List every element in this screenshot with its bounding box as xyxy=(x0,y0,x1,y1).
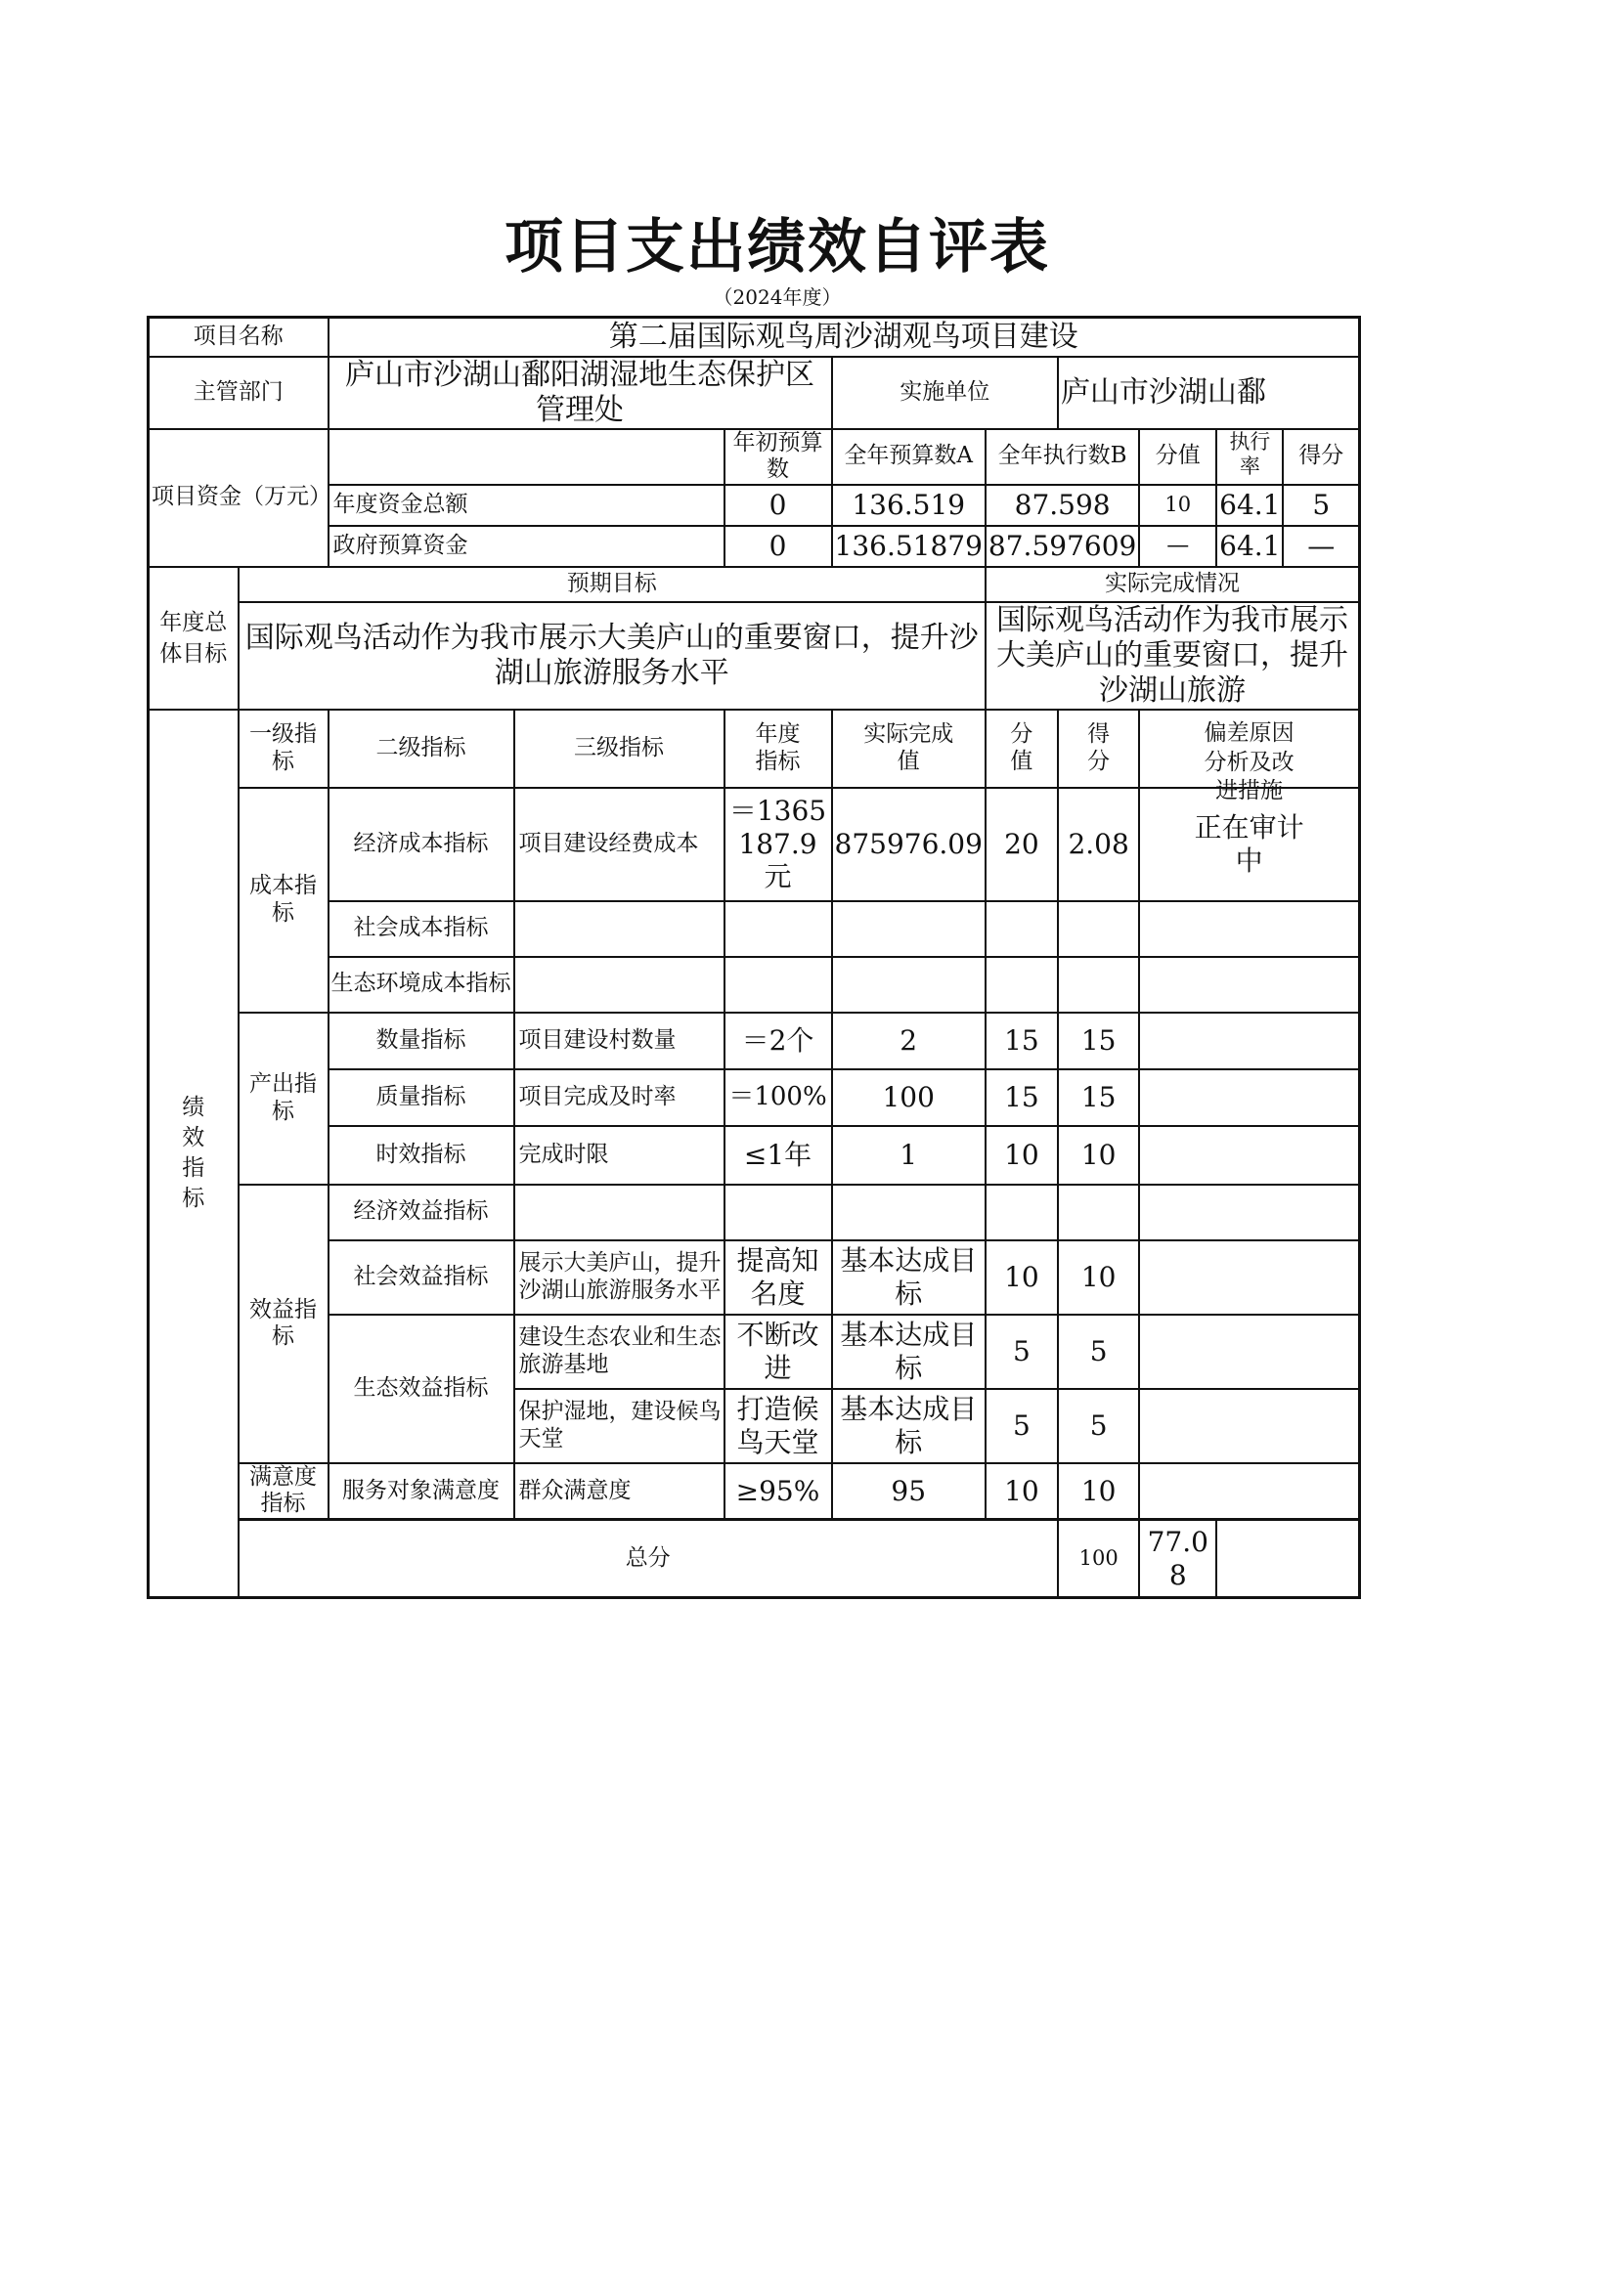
header-level3: 三级指标 xyxy=(514,710,724,788)
header-actual xyxy=(832,710,986,788)
row-score-value: 20 xyxy=(986,788,1058,901)
header-score xyxy=(1058,710,1139,788)
funds-row-annual-budget: 136.519 xyxy=(832,485,986,526)
funds-header-rate xyxy=(1216,429,1283,485)
row-target: ＝2个 xyxy=(724,1013,832,1069)
header-level2: 二级指标 xyxy=(329,710,514,788)
row-level2: 生态环境成本指标 xyxy=(329,957,514,1013)
row-level3 xyxy=(514,1185,724,1240)
row-actual: 2 xyxy=(832,1013,986,1069)
group-cost: 成本指标 xyxy=(239,788,329,1013)
row-score-value xyxy=(986,1185,1058,1240)
row-level3: 项目建设村数量 xyxy=(514,1013,724,1069)
row-reason xyxy=(1139,957,1359,1013)
row-score xyxy=(1058,957,1139,1013)
funds-row-executed: 87.598 xyxy=(986,485,1139,526)
row-target xyxy=(724,1185,832,1240)
page-title: 项目支出绩效自评表 xyxy=(505,213,1050,282)
row-level3: 完成时限 xyxy=(514,1126,724,1185)
funds-label: 项目资金（万元） xyxy=(149,429,329,567)
header-score-text: 得分 xyxy=(1087,721,1111,774)
row-target: 打造候鸟天堂 xyxy=(724,1389,832,1463)
indicators-section-label xyxy=(149,710,239,1598)
row-score-value: 10 xyxy=(986,1240,1058,1315)
funds-row-executed: 87.597609 xyxy=(986,526,1139,567)
row-actual xyxy=(832,901,986,957)
funds-row-score: — xyxy=(1283,526,1359,567)
goals-actual-text: 国际观鸟活动作为我市展示大美庐山的重要窗口，提升沙湖山旅游 xyxy=(986,602,1360,710)
row-level3: 展示大美庐山，提升沙湖山旅游服务水平 xyxy=(514,1240,724,1315)
header-target xyxy=(724,710,832,788)
unit-value: 庐山市沙湖山鄱 xyxy=(1058,357,1360,429)
row-level3 xyxy=(514,901,724,957)
row-score-value: 15 xyxy=(986,1013,1058,1069)
row-reason xyxy=(1139,901,1359,957)
row-level3: 建设生态农业和生态旅游基地 xyxy=(514,1315,724,1389)
funds-header-initial: 年初预算数 xyxy=(724,429,832,485)
row-level3: 保护湿地，建设候鸟天堂 xyxy=(514,1389,724,1463)
row-score-value: 5 xyxy=(986,1389,1058,1463)
funds-header-score: 得分 xyxy=(1283,429,1359,485)
header-score-value xyxy=(986,710,1058,788)
row-score: 15 xyxy=(1058,1013,1139,1069)
row-target xyxy=(724,957,832,1013)
indicators-section-label-text: 绩效指标 xyxy=(182,1094,205,1211)
total-score-text: 77.08 xyxy=(1147,1526,1208,1591)
header-target-text: 年度指标 xyxy=(755,721,801,774)
row-level3: 项目完成及时率 xyxy=(514,1069,724,1126)
header-actual-text: 实际完成值 xyxy=(863,721,954,774)
project-name-label: 项目名称 xyxy=(149,318,329,357)
row-level3: 项目建设经费成本 xyxy=(514,788,724,901)
goals-expected-label: 预期目标 xyxy=(239,567,986,602)
total-score-value: 100 xyxy=(1058,1520,1139,1598)
total-label: 总分 xyxy=(239,1520,1058,1598)
dept-label: 主管部门 xyxy=(149,357,329,429)
unit-label: 实施单位 xyxy=(832,357,1058,429)
row-reason xyxy=(1139,1463,1359,1520)
row-level2: 经济成本指标 xyxy=(329,788,514,901)
group-satisfaction: 满意度指标 xyxy=(239,1463,329,1520)
row-score-value: 10 xyxy=(986,1463,1058,1520)
row-level2: 社会成本指标 xyxy=(329,901,514,957)
funds-header-annual-budget: 全年预算数A xyxy=(832,429,986,485)
report-year: （2024年度） xyxy=(713,285,842,309)
funds-header-score-value: 分值 xyxy=(1139,429,1216,485)
goals-actual-label: 实际完成情况 xyxy=(986,567,1360,602)
row-score: 10 xyxy=(1058,1126,1139,1185)
row-score: 5 xyxy=(1058,1315,1139,1389)
row-reason xyxy=(1139,1126,1359,1185)
funds-row-score-value: 10 xyxy=(1139,485,1216,526)
group-output: 产出指标 xyxy=(239,1013,329,1185)
row-level2: 数量指标 xyxy=(329,1013,514,1069)
header-reason-text: 偏差原因分析及改进措施 xyxy=(1204,719,1295,804)
funds-blank-header xyxy=(329,429,724,485)
row-actual: 基本达成目标 xyxy=(832,1389,986,1463)
total-score xyxy=(1139,1520,1216,1598)
group-benefit: 效益指标 xyxy=(239,1185,329,1463)
funds-row-name: 政府预算资金 xyxy=(329,526,724,567)
row-reason-text: 正在审计中 xyxy=(1194,811,1304,877)
row-score-value: 15 xyxy=(986,1069,1058,1126)
row-reason xyxy=(1139,1315,1359,1389)
goals-label: 年度总体目标 xyxy=(149,567,239,710)
row-score-value xyxy=(986,957,1058,1013)
row-reason xyxy=(1139,1069,1359,1126)
row-target: 不断改进 xyxy=(724,1315,832,1389)
row-reason xyxy=(1139,1013,1359,1069)
header-score-value-text: 分值 xyxy=(1010,721,1033,774)
funds-row-name: 年度资金总额 xyxy=(329,485,724,526)
funds-row-initial: 0 xyxy=(724,485,832,526)
row-level2: 时效指标 xyxy=(329,1126,514,1185)
row-level2-ecology: 生态效益指标 xyxy=(329,1315,514,1463)
funds-header-executed: 全年执行数B xyxy=(986,429,1139,485)
row-level2: 质量指标 xyxy=(329,1069,514,1126)
row-score-value: 5 xyxy=(986,1315,1058,1389)
row-level2: 服务对象满意度 xyxy=(329,1463,514,1520)
row-actual: 1 xyxy=(832,1126,986,1185)
row-level3: 群众满意度 xyxy=(514,1463,724,1520)
row-score: 15 xyxy=(1058,1069,1139,1126)
row-actual: 100 xyxy=(832,1069,986,1126)
row-actual: 基本达成目标 xyxy=(832,1240,986,1315)
row-reason xyxy=(1139,1389,1359,1463)
header-reason xyxy=(1139,710,1359,804)
row-score: 5 xyxy=(1058,1389,1139,1463)
row-score-value xyxy=(986,901,1058,957)
funds-row-annual-budget: 136.51879 xyxy=(832,526,986,567)
row-level2: 经济效益指标 xyxy=(329,1185,514,1240)
row-reason xyxy=(1139,1185,1359,1240)
row-level2: 社会效益指标 xyxy=(329,1240,514,1315)
dept-value: 庐山市沙湖山鄱阳湖湿地生态保护区管理处 xyxy=(329,357,832,429)
row-score: 10 xyxy=(1058,1240,1139,1315)
row-actual: 基本达成目标 xyxy=(832,1315,986,1389)
funds-row-rate: 64.1 xyxy=(1216,526,1283,567)
funds-row-score-value: — xyxy=(1139,526,1216,567)
project-name-value: 第二届国际观鸟周沙湖观鸟项目建设 xyxy=(329,318,1360,357)
total-reason xyxy=(1216,1520,1359,1598)
row-target: ＝100% xyxy=(724,1069,832,1126)
self-evaluation-table xyxy=(147,316,1361,1599)
row-actual xyxy=(832,957,986,1013)
row-target: ≥95% xyxy=(724,1463,832,1520)
row-actual: 95 xyxy=(832,1463,986,1520)
row-actual xyxy=(832,1185,986,1240)
row-target: ＝1365187.9元 xyxy=(724,788,832,901)
row-target: 提高知名度 xyxy=(724,1240,832,1315)
row-target xyxy=(724,901,832,957)
funds-row-score: 5 xyxy=(1283,485,1359,526)
row-actual: 875976.09 xyxy=(832,788,986,901)
funds-header-rate-text: 执行率 xyxy=(1229,429,1271,478)
funds-row-rate: 64.1 xyxy=(1216,485,1283,526)
row-score: 10 xyxy=(1058,1463,1139,1520)
row-level3 xyxy=(514,957,724,1013)
funds-row-initial: 0 xyxy=(724,526,832,567)
row-score xyxy=(1058,1185,1139,1240)
row-score xyxy=(1058,901,1139,957)
row-target: ≤1年 xyxy=(724,1126,832,1185)
header-level1: 一级指标 xyxy=(239,710,329,788)
goals-expected-text: 国际观鸟活动作为我市展示大美庐山的重要窗口，提升沙湖山旅游服务水平 xyxy=(239,602,986,710)
row-score: 2.08 xyxy=(1058,788,1139,901)
row-reason xyxy=(1139,1240,1359,1315)
row-score-value: 10 xyxy=(986,1126,1058,1185)
